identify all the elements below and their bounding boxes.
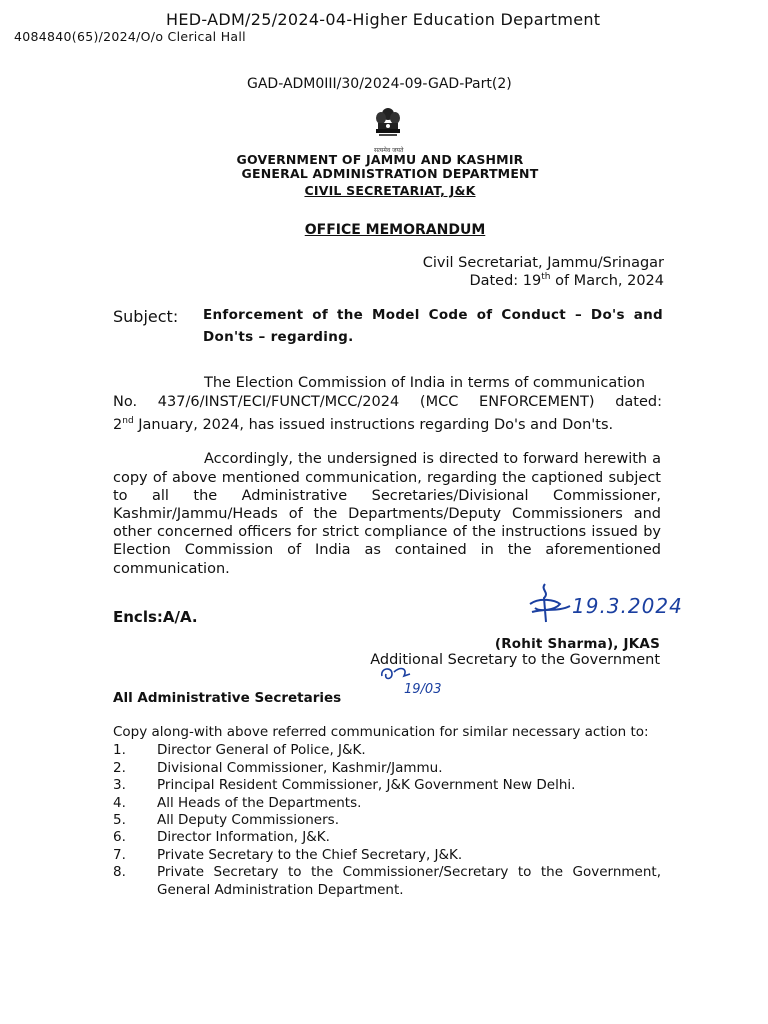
list-number: 2. — [113, 760, 126, 776]
signatory-designation: Additional Secretary to the Government — [370, 652, 660, 668]
list-number: 7. — [113, 847, 126, 863]
signatory-name: (Rohit Sharma), JKAS — [494, 636, 660, 652]
list-item-continuation: General Administration Department. — [157, 882, 404, 898]
list-number: 4. — [113, 795, 126, 811]
para1-line1: The Election Commission of India in terms of communication — [204, 375, 646, 391]
para2-line6: Election Commission of India as contained in the aforementioned — [113, 542, 661, 558]
para2-line3: to all the Administrative Secretaries/Divisional Commissioner, — [113, 488, 661, 504]
para2-line1: Accordingly, the undersigned is directed to forward herewith a — [204, 451, 661, 467]
list-item: Director Information, J&K. — [157, 829, 330, 845]
list-number: 5. — [113, 812, 126, 828]
enclosures: Encls:A/A. — [113, 608, 198, 626]
emblem-caption: सत्यमेव जयते — [374, 147, 404, 154]
initials-date: 19/03 — [404, 682, 442, 697]
date: Dated: 19th of March, 2024 — [469, 272, 664, 289]
signature-date: 19.3.2024 — [572, 594, 683, 618]
signature-scribble — [500, 582, 580, 632]
list-item: All Heads of the Departments. — [157, 795, 362, 811]
para1-line2: No. 437/6/INST/ECI/FUNCT/MCC/2024 (MCC ENFORCEMENT) dated: — [113, 394, 662, 410]
file-number: GAD-ADM0III/30/2024-09-GAD-Part(2) — [247, 76, 512, 92]
para2-line7: communication. — [113, 561, 230, 577]
list-number: 6. — [113, 829, 126, 845]
para2-line4: Kashmir/Jammu/Heads of the Departments/Deputy Commissioners and — [113, 506, 661, 522]
state-emblem-icon — [371, 104, 405, 146]
list-item: Divisional Commissioner, Kashmir/Jammu. — [157, 760, 443, 776]
list-number: 1. — [113, 742, 126, 758]
receipt-stamp-line1: HED-ADM/25/2024-04-Higher Education Department — [166, 10, 601, 29]
list-number: 8. — [113, 864, 126, 880]
copy-intro: Copy along-with above referred communication for similar necessary action to: — [113, 724, 649, 740]
subject-label: Subject: — [113, 307, 179, 326]
list-item: Principal Resident Commissioner, J&K Government New Delhi. — [157, 777, 576, 793]
addressee: All Administrative Secretaries — [113, 690, 342, 706]
list-number: 3. — [113, 777, 126, 793]
para2-line2: copy of above mentioned communication, regarding the captioned subject — [113, 470, 661, 486]
header-government: GOVERNMENT OF JAMMU AND KASHMIR — [236, 152, 524, 167]
subject-line1: Enforcement of the Model Code of Conduct – Do's and — [203, 307, 663, 323]
list-item: Private Secretary to the Commissioner/Secretary to the Government, — [157, 864, 661, 880]
receipt-stamp-line2: 4084840(65)/2024/O/o Clerical Hall — [14, 29, 246, 44]
list-item: Director General of Police, J&K. — [157, 742, 366, 758]
list-item: All Deputy Commissioners. — [157, 812, 339, 828]
para2-line5: other concerned officers for strict compliance of the instructions issued by — [113, 524, 661, 540]
place: Civil Secretariat, Jammu/Srinagar — [422, 255, 664, 271]
para1-line3: 2nd January, 2024, has issued instructions regarding Do's and Don'ts. — [113, 416, 614, 433]
document-type: OFFICE MEMORANDUM — [304, 222, 486, 238]
subject-line2: Don'ts – regarding. — [203, 329, 354, 345]
list-item: Private Secretary to the Chief Secretary, J&K. — [157, 847, 463, 863]
header-secretariat: CIVIL SECRETARIAT, J&K — [304, 183, 476, 198]
header-department: GENERAL ADMINISTRATION DEPARTMENT — [241, 166, 539, 181]
